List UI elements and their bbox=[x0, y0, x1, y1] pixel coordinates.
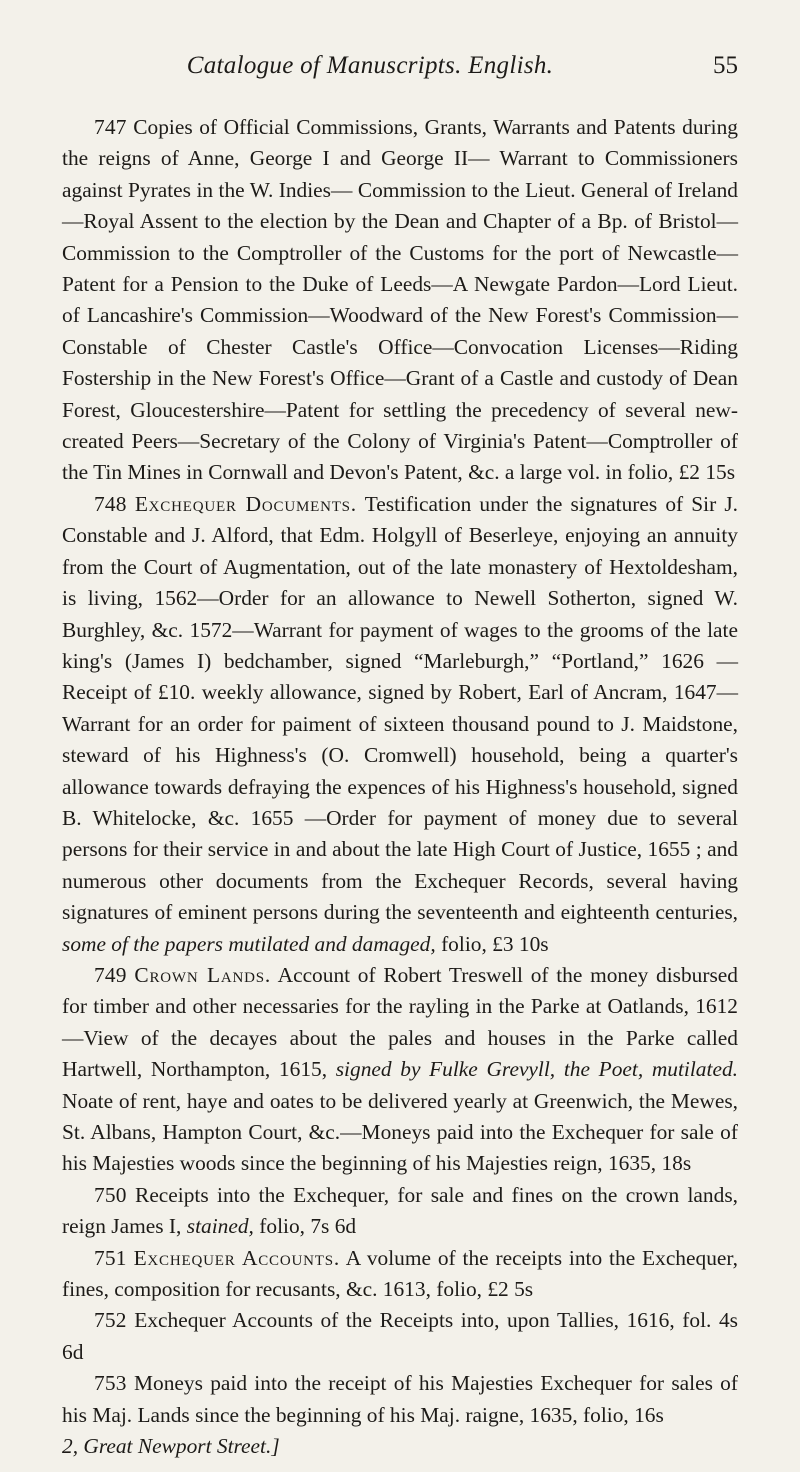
entry-tail: folio, 7s 6d bbox=[259, 1214, 357, 1239]
entry-text: Exchequer Accounts of the Receipts into, upon Tallies, 1616, fol. 4s 6d bbox=[62, 1308, 738, 1364]
lot-number: 750 bbox=[94, 1182, 127, 1207]
entry-text: Copies of Official Commissions, Grants, Warrants and Patents during the reigns of Anne, George I and George II— Warrant to Commissioners against Pyrates in the W. Indies— Commission to the Lieut. General of Ireland—Royal Assent to the election by the Dean and Chapter of a Bp. of Bristol—Commission to the Comptroller of the Customs for the port of Newcastle—Patent for a Pension to the Duke of Leeds—A Newgate Pardon—Lord Lieut. of Lancashire's Commission—Woodward of the New Forest's Commission—Constable of Chester Castle's Office—Convocation Licenses—Riding Fostership in the New Forest's Office—Grant of a Castle and custody of Dean Forest, Gloucestershire—Patent for settling the precedency of several new-created Peers—Secretary of the Colony of Virginia's Patent—Comptroller of the Tin Mines in Cornwall and Devon's Patent, &c. a large vol. in folio, £2 15s bbox=[62, 115, 738, 485]
publisher-address: 2, Great Newport Street.] bbox=[62, 1434, 280, 1459]
lot-number: 747 bbox=[94, 115, 127, 139]
page-header bbox=[62, 52, 738, 112]
lot-number: 751 bbox=[94, 1245, 127, 1270]
catalogue-entry-747 bbox=[62, 112, 738, 489]
lot-number: 749 bbox=[94, 962, 127, 987]
entry-tail: Noate of rent, haye and oates to be delivered yearly at Greenwich, the Mewes, St. Albans, Hampton Court, &c.—Moneys paid into the Exchequer for sale of his Majesties woods since the beginning of his Majesties reign, 1635, 18s bbox=[62, 1088, 738, 1176]
lot-number: 752 bbox=[94, 1308, 127, 1333]
entry-text: Receipts into the Exchequer, for sale and fines on the crown lands, reign James I, bbox=[62, 1182, 738, 1239]
lot-number: 753 bbox=[94, 1371, 127, 1396]
page-number: 55 bbox=[713, 52, 738, 79]
catalogue-entry-750 bbox=[62, 1180, 738, 1243]
running-title: Catalogue of Manuscripts. English. bbox=[186, 52, 554, 79]
entry-text: Moneys paid into the receipt of his Majesties Exchequer for sales of his Maj. Lands since the beginning of his Maj. raigne, 1635, folio, 16s bbox=[62, 1371, 738, 1427]
entry-heading: Exchequer Documents. bbox=[134, 491, 357, 516]
entry-tail: folio, £3 10s bbox=[441, 931, 549, 956]
entry-italic-note: some of the papers mutilated and damaged, bbox=[62, 931, 436, 956]
entry-heading: Exchequer Accounts. bbox=[133, 1245, 340, 1270]
lot-number: 748 bbox=[94, 491, 127, 516]
entry-italic-note: stained, bbox=[186, 1214, 254, 1239]
entries-list bbox=[62, 112, 738, 1431]
catalogue-entry-752 bbox=[62, 1305, 738, 1368]
entry-italic-note: signed by Fulke Grevyll, the Poet, mutilated. bbox=[335, 1057, 738, 1082]
catalogue-entry-748 bbox=[62, 489, 738, 960]
catalogue-entry-751 bbox=[62, 1243, 738, 1306]
entry-text: Account of Robert Treswell of the money disbursed for timber and other necessaries for the rayling in the Parke at Oatlands, 1612—View of the decayes about the pales and houses in the Parke called Hartwell, Northampton, 1615, bbox=[62, 962, 738, 1082]
entry-text: A volume of the receipts into the Exchequer, fines, composition for recusants, &c. 1613, folio, £2 5s bbox=[62, 1245, 738, 1302]
entry-heading: Crown Lands. bbox=[134, 962, 272, 987]
entry-text: Testification under the signatures of Sir J. Constable and J. Alford, that Edm. Holgyll of Beserleye, enjoying an annuity from the Court of Augmentation, out of the late monastery of Hextoldesham, is living, 1562—Order for an allowance to Newell Sotherton, signed W. Burghley, &c. 1572—Warrant for payment of wages to the grooms of the late king's (James I) bedchamber, signed “Marleburgh,” “Portland,” 1626 —Receipt of £10. weekly allowance, signed by Robert, Earl of Ancram, 1647—Warrant for an order for paiment of sixteen thousand pound to J. Maidstone, steward of his Highness's (O. Cromwell) household, being a quarter's allowance towards defraying the expences of his Highness's household, signed B. Whitelocke, &c. 1655 —Order for payment of money due to several persons for their service in and about the late High Court of Justice, 1655 ; and numerous other documents from the Exchequer Records, several having signatures of eminent persons during the seventeenth and eighteenth centuries, bbox=[62, 491, 739, 925]
catalogue-entry-753 bbox=[62, 1368, 738, 1431]
catalogue-entry-749 bbox=[62, 960, 738, 1180]
